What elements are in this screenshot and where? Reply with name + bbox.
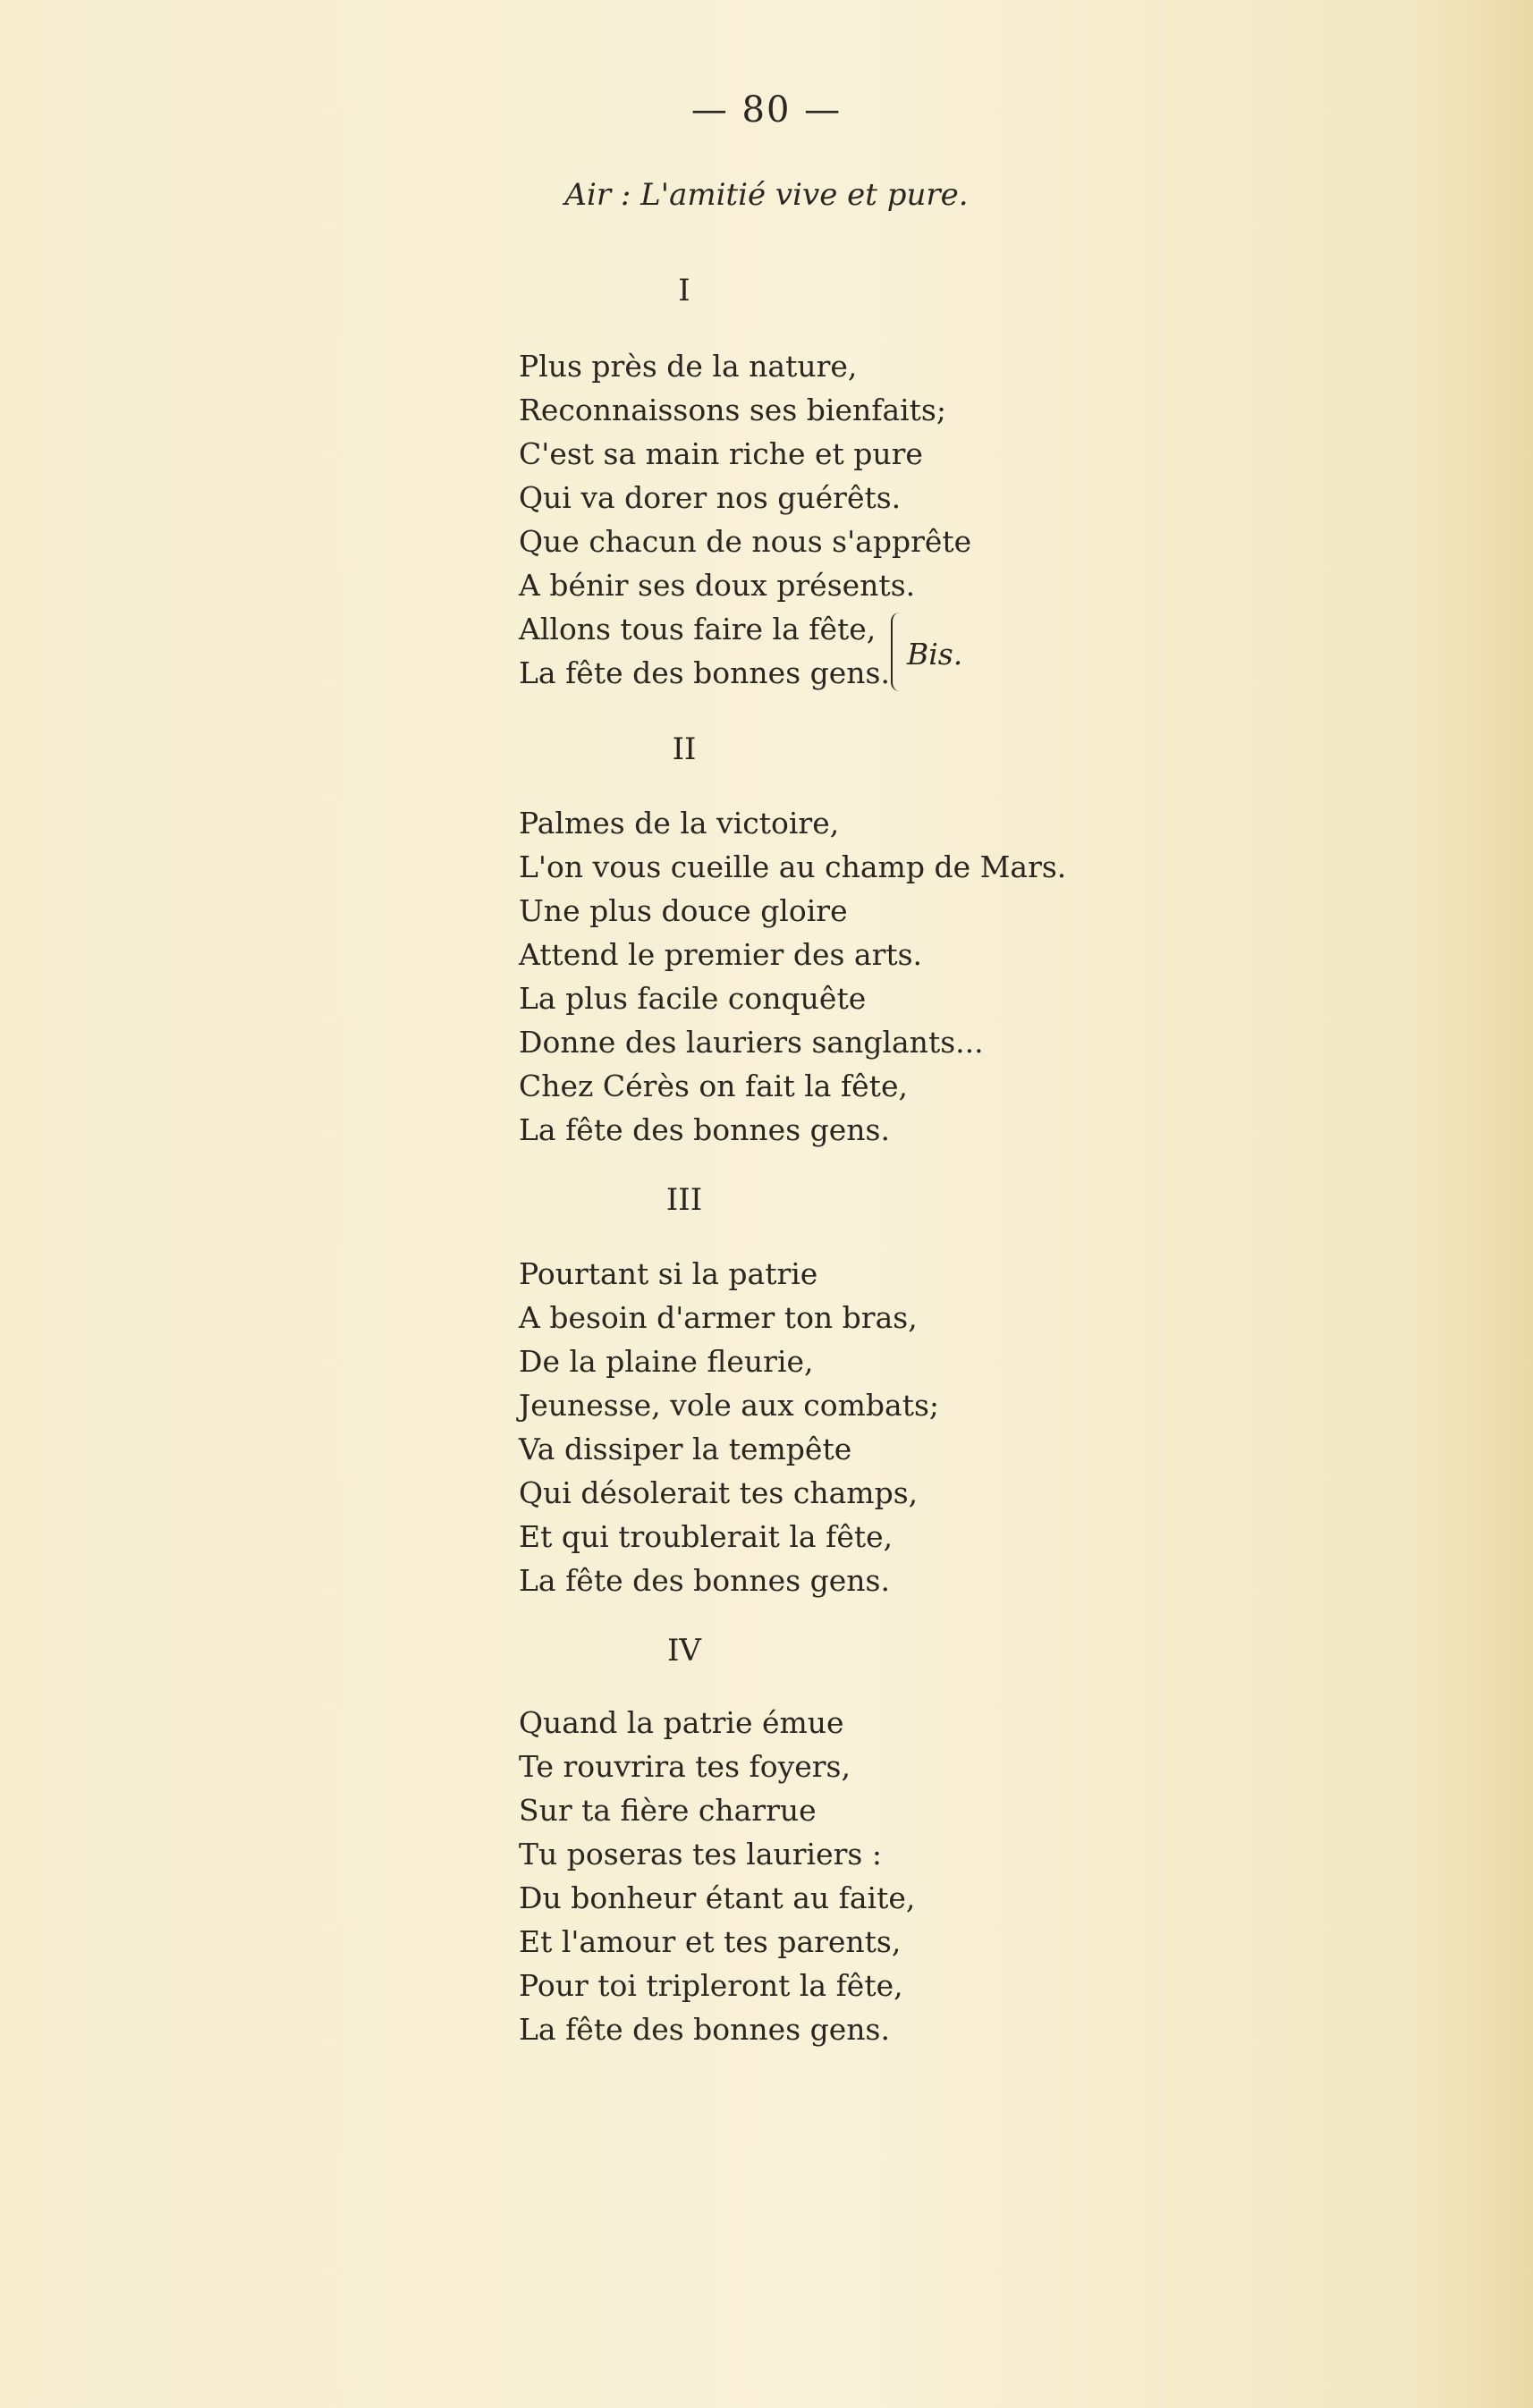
verse-line: Sur ta fière charrue bbox=[519, 1793, 817, 1828]
brace-bracket bbox=[891, 613, 905, 691]
verse-line: Pour toi tripleront la fête, bbox=[519, 1968, 903, 2003]
stanza-4 bbox=[519, 1701, 915, 2051]
verse-line: L'on vous cueille au champ de Mars. bbox=[519, 849, 1067, 884]
verse-line: La fête des bonnes gens. bbox=[519, 1563, 890, 1598]
bis-repeat-mark: Bis. bbox=[907, 637, 963, 672]
verse-line: Une plus douce gloire bbox=[519, 893, 848, 928]
verse-line: La fête des bonnes gens. bbox=[519, 655, 890, 690]
stanza-1 bbox=[519, 344, 971, 695]
verse-line: Qui va dorer nos guérêts. bbox=[519, 480, 902, 515]
verse-line: C'est sa main riche et pure bbox=[519, 436, 923, 471]
verse-line: A besoin d'armer ton bras, bbox=[519, 1300, 918, 1335]
verse-line: A bénir ses doux présents. bbox=[519, 568, 916, 603]
verse-line: Va dissiper la tempête bbox=[519, 1432, 852, 1466]
verse-line: La fête des bonnes gens. bbox=[519, 2012, 890, 2047]
verse-line: Pourtant si la patrie bbox=[519, 1256, 818, 1291]
verse-line: Et qui troublerait la fête, bbox=[519, 1519, 894, 1554]
verse-line: Attend le premier des arts. bbox=[519, 937, 923, 972]
stanza-number-2: II bbox=[672, 731, 697, 767]
verse-line: Te rouvrira tes foyers, bbox=[519, 1749, 851, 1784]
repeated-couplet bbox=[519, 607, 971, 695]
verse-line: Et l'amour et tes parents, bbox=[519, 1924, 902, 1959]
verse-line: La fête des bonnes gens. bbox=[519, 1112, 890, 1147]
air-tune-heading: Air : L'amitié vive et pure. bbox=[564, 177, 969, 213]
verse-line: Tu poseras tes lauriers : bbox=[519, 1837, 882, 1871]
stanza-2 bbox=[519, 801, 1066, 1152]
verse-line: Qui désolerait tes champs, bbox=[519, 1475, 919, 1510]
verse-line: Reconnaissons ses bienfaits; bbox=[519, 393, 946, 427]
verse-line: De la plaine fleurie, bbox=[519, 1344, 814, 1379]
stanza-number-1: I bbox=[678, 273, 690, 308]
stanza-3 bbox=[519, 1252, 939, 1602]
verse-line: Allons tous faire la fête, bbox=[519, 612, 877, 646]
verse-line: Palmes de la victoire, bbox=[519, 806, 840, 841]
verse-line: Quand la patrie émue bbox=[519, 1705, 844, 1740]
stanza-number-4: IV bbox=[667, 1633, 701, 1669]
verse-line: La plus facile conquête bbox=[519, 981, 867, 1016]
page-number: — 80 — bbox=[690, 89, 843, 131]
verse-line: Que chacun de nous s'apprête bbox=[519, 524, 972, 559]
verse-line: Plus près de la nature, bbox=[519, 349, 858, 384]
stanza-number-3: III bbox=[665, 1182, 703, 1218]
verse-line: Du bonheur étant au faite, bbox=[519, 1880, 916, 1915]
verse-line: Donne des lauriers sanglants... bbox=[519, 1025, 984, 1060]
verse-line: Chez Cérès on fait la fête, bbox=[519, 1069, 908, 1103]
verse-line: Jeunesse, vole aux combats; bbox=[519, 1388, 940, 1423]
